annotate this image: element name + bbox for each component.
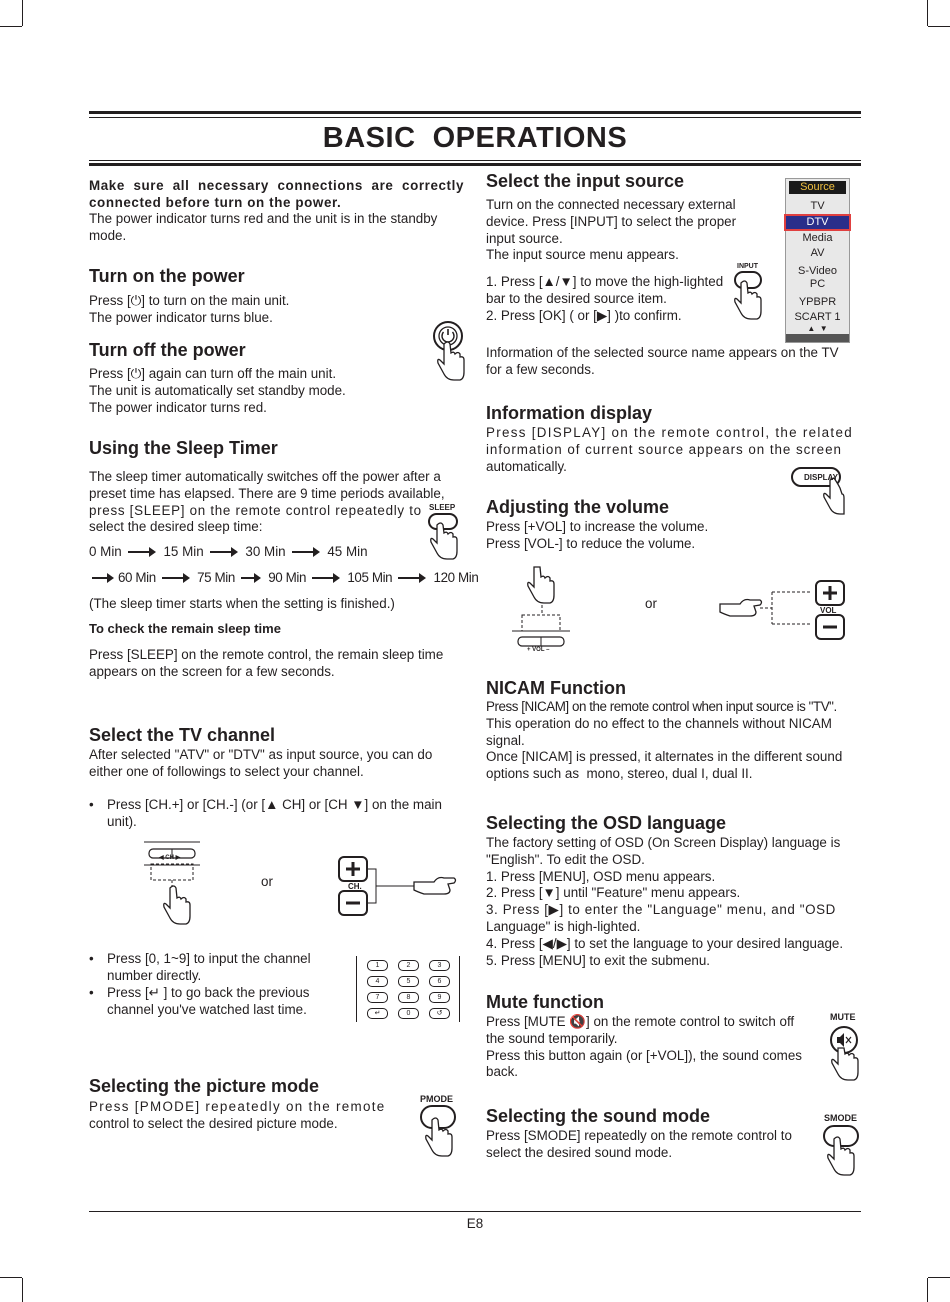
remote-vol-buttons-icon	[718, 580, 850, 644]
crop-mark	[928, 1277, 950, 1278]
nicam-heading: NICAM Function	[486, 678, 626, 698]
input-after	[486, 345, 839, 379]
input-button-icon	[731, 263, 765, 327]
source-menu-item[interactable]: PC	[809, 278, 826, 290]
channel-bullet: • Press [↵ ] to go back the previous channel you've watched last time.	[89, 985, 310, 1017]
source-menu-header: Source	[789, 181, 846, 194]
input-heading: Select the input source	[486, 171, 685, 191]
input-line: input source.	[486, 230, 563, 246]
mute-line: Press this button again (or [+VOL]), the sound comes	[486, 1047, 802, 1063]
sleep-sequence-row-2	[92, 570, 478, 585]
sleep-sequence-row-1	[89, 544, 368, 559]
power-on-line: The power indicator turns blue.	[89, 309, 273, 325]
volume-text	[486, 519, 708, 553]
channel-bullet-line: Press [↵ ] to go back the previous	[107, 985, 310, 1000]
nicam-line: Once [NICAM] is pressed, it alternates in the different sound	[486, 749, 843, 765]
keypad-key[interactable]: ↺	[429, 1008, 450, 1019]
crop-mark	[927, 1278, 928, 1302]
mute-button-label: MUTE	[830, 1012, 856, 1022]
channel-bullet-line: unit).	[107, 813, 137, 829]
keypad-key[interactable]: 4	[367, 976, 388, 987]
or-text: or	[261, 874, 273, 889]
info-line: information of current source appears on the screen	[486, 441, 842, 457]
info-line: Press [DISPLAY] on the remote control, the related	[486, 425, 853, 440]
sleep-option: 60 Min	[118, 570, 156, 585]
sleep-option: 120 Min	[433, 570, 479, 585]
sleep-option: 105 Min	[347, 570, 393, 585]
power-on-text	[89, 293, 289, 327]
or-text: or	[645, 596, 657, 611]
keypad-key[interactable]: 5	[398, 976, 419, 987]
source-menu-item[interactable]: SCART 1	[794, 311, 841, 323]
channel-bullet-line: channel you've watched last time.	[107, 1001, 307, 1017]
crop-mark	[22, 0, 23, 26]
remote-ch-buttons-icon	[338, 856, 458, 920]
sleep-heading: Using the Sleep Timer	[89, 438, 278, 458]
sound-text	[486, 1128, 792, 1162]
channel-bullet-line: number directly.	[107, 967, 202, 983]
source-menu-item-selected[interactable]: DTV	[786, 216, 849, 229]
keypad-key[interactable]: 1	[367, 960, 388, 971]
power-off-text	[89, 366, 346, 416]
sleep-option: 75 Min	[197, 570, 235, 585]
volume-line: Press [VOL-] to reduce the volume.	[486, 535, 696, 551]
intro-bold: Make sure all necessary connections are correctly connected before turn on the power.	[89, 178, 464, 210]
input-step: bar to the desired source item.	[486, 290, 667, 306]
smode-button-label: SMODE	[824, 1113, 858, 1123]
source-menu-arrows[interactable]: ▲ ▼	[807, 324, 828, 333]
power-on-line: Press [⏻] to turn on the main unit.	[89, 293, 290, 308]
sleep-line: press [SLEEP] on the remote control repeatedly to	[89, 502, 422, 518]
nicam-line: Press [NICAM] on the remote control when input source is "TV".	[486, 699, 837, 714]
keypad-key[interactable]: 9	[429, 992, 450, 1003]
osd-line: 1. Press [MENU], OSD menu appears.	[486, 868, 716, 884]
sleep-check-heading: To check the remain sleep time	[89, 621, 281, 636]
display-button-icon	[790, 466, 846, 524]
channel-bullet-line: Press [0, 1~9] to input the channel	[107, 951, 311, 966]
channel-line: After selected "ATV" or "DTV" as input source, you can do	[89, 747, 433, 762]
mute-text	[486, 1014, 802, 1081]
channel-bullet-line: Press [CH.+] or [CH.-] (or [▲ CH] or [CH ▼] on the main	[107, 797, 442, 812]
info-heading: Information display	[486, 403, 653, 423]
source-menu-item[interactable]: S-Video	[798, 265, 837, 277]
osd-line: Language" is high-lighted.	[486, 918, 641, 934]
ch-label: CH.	[348, 882, 362, 891]
power-off-line: Press [⏻] again can turn off the main unit.	[89, 366, 337, 381]
sleep-button-label: SLEEP	[429, 503, 456, 512]
channel-bullet: • Press [CH.+] or [CH.-] (or [▲ CH] or [CH ▼] on the main unit).	[89, 797, 442, 829]
osd-text	[486, 835, 843, 969]
volume-heading: Adjusting the volume	[486, 497, 670, 517]
input-step: 2. Press [OK] ( or [▶] )to confirm.	[486, 307, 682, 323]
pmode-button-label: PMODE	[420, 1094, 454, 1104]
sleep-line: preset time has elapsed. There are 9 time periods available,	[89, 485, 445, 501]
sleep-option: 15 Min	[163, 544, 204, 559]
sound-line: select the desired sound mode.	[486, 1144, 673, 1160]
sleep-note: (The sleep timer starts when the setting is finished.)	[89, 596, 395, 611]
mute-button-icon	[826, 1012, 862, 1088]
header-rule	[89, 160, 861, 161]
smode-button-icon	[822, 1113, 862, 1185]
header-rule	[89, 111, 861, 114]
channel-line: either one of followings to select your channel.	[89, 763, 364, 779]
intro-line: The power indicator turns red and the unit is in the standby	[89, 211, 438, 226]
osd-line: 4. Press [◀/▶] to set the language to your desired language.	[486, 935, 844, 951]
picture-line: Press [PMODE] repeatedly on the remote	[89, 1099, 386, 1114]
picture-heading: Selecting the picture mode	[89, 1076, 320, 1096]
sleep-line: select the desired sleep time:	[89, 519, 263, 535]
osd-line: "English". To edit the OSD.	[486, 851, 645, 867]
nicam-line: signal.	[486, 732, 525, 748]
crop-mark	[0, 26, 22, 27]
picture-text	[89, 1099, 386, 1133]
crop-mark	[928, 26, 950, 27]
mute-line: the sound temporarily.	[486, 1030, 618, 1046]
sleep-button-icon	[425, 503, 465, 565]
unit-vol-label: + VOL –	[527, 647, 550, 653]
sleep-option: 45 Min	[327, 544, 368, 559]
input-steps	[486, 274, 723, 324]
keypad-key[interactable]: 8	[398, 992, 419, 1003]
input-after-line: for a few seconds.	[486, 361, 595, 377]
page-number: E8	[466, 1216, 484, 1231]
display-button-label: DISPLAY	[804, 473, 838, 482]
power-on-heading: Turn on the power	[89, 266, 245, 286]
sleep-line: The sleep timer automatically switches off the power after a	[89, 469, 441, 484]
vol-label: VOL	[820, 606, 837, 615]
crop-mark	[22, 1278, 23, 1302]
input-line: Turn on the connected necessary external	[486, 197, 736, 212]
source-menu-item[interactable]: YPBPR	[798, 296, 837, 308]
source-menu-item[interactable]: AV	[810, 247, 825, 259]
input-button-label: INPUT	[737, 263, 758, 270]
intro-line: mode.	[89, 227, 127, 243]
footer-rule	[89, 1211, 861, 1212]
osd-heading: Selecting the OSD language	[486, 813, 727, 833]
header-rule	[89, 117, 861, 118]
page-title: BASIC OPERATIONS	[322, 122, 628, 154]
channel-heading: Select the TV channel	[89, 725, 276, 745]
sleep-option: 90 Min	[268, 570, 307, 585]
input-line: The input source menu appears.	[486, 247, 679, 263]
unit-ch-button-icon	[140, 838, 204, 934]
input-step: 1. Press [▲/▼] to move the high-lighted	[486, 274, 724, 289]
keypad-key[interactable]: 6	[429, 976, 450, 987]
info-line: automatically.	[486, 458, 567, 474]
power-off-line: The unit is automatically set standby mode.	[89, 382, 346, 398]
keypad-key[interactable]: 2	[398, 960, 419, 971]
sleep-option: 0 Min	[89, 544, 122, 559]
number-keypad	[356, 956, 460, 1022]
channel-bullet: • Press [0, 1~9] to input the channel number directly.	[89, 951, 311, 983]
keypad-key[interactable]: ↵	[367, 1008, 388, 1019]
header-rule	[89, 163, 861, 166]
intro-text	[89, 211, 464, 245]
nicam-line: This operation do no effect to the channels without NICAM	[486, 715, 832, 731]
keypad-key[interactable]: 0	[398, 1008, 419, 1019]
sound-line: Press [SMODE] repeatedly on the remote control to	[486, 1128, 792, 1143]
source-menu	[785, 178, 850, 343]
picture-line: control to select the desired picture mode.	[89, 1115, 338, 1131]
nicam-line: options such as mono, stereo, dual I, dual II.	[486, 766, 753, 782]
power-button-icon	[430, 320, 470, 384]
sleep-check-line: appears on the screen for a few seconds.	[89, 663, 335, 679]
volume-line: Press [+VOL] to increase the volume.	[486, 519, 709, 534]
keypad-key[interactable]: 3	[429, 960, 450, 971]
unit-ch-label: ◀ CH ▶	[159, 855, 181, 861]
input-after-line: Information of the selected source name appears on the TV	[486, 345, 839, 360]
osd-line: 2. Press [▼] until "Feature" menu appears.	[486, 885, 741, 901]
mute-heading: Mute function	[486, 992, 604, 1012]
crop-mark	[927, 0, 928, 26]
sleep-check-text	[89, 647, 443, 681]
keypad-key[interactable]: 7	[367, 992, 388, 1003]
source-menu-item[interactable]: Media	[802, 232, 833, 244]
crop-mark	[0, 1277, 22, 1278]
input-line: device. Press [INPUT] to select the proper	[486, 213, 737, 229]
mute-line: Press [MUTE 🔇] on the remote control to switch off	[486, 1014, 795, 1029]
sleep-text	[89, 469, 464, 536]
pmode-button-icon	[418, 1094, 460, 1164]
sleep-check-line: Press [SLEEP] on the remote control, the remain sleep time	[89, 647, 444, 662]
channel-text	[89, 747, 432, 781]
source-menu-item[interactable]: TV	[810, 200, 825, 212]
osd-line: 3. Press [▶] to enter the "Language" menu, and "OSD	[486, 902, 836, 918]
mute-line: back.	[486, 1064, 519, 1080]
sound-heading: Selecting the sound mode	[486, 1106, 711, 1126]
osd-line: The factory setting of OSD (On Screen Display) language is	[486, 835, 841, 850]
osd-line: 5. Press [MENU] to exit the submenu.	[486, 952, 711, 968]
power-off-heading: Turn off the power	[89, 340, 246, 360]
nicam-text	[486, 699, 842, 783]
input-text	[486, 197, 736, 264]
sleep-option: 30 Min	[245, 544, 286, 559]
power-off-line: The power indicator turns red.	[89, 399, 267, 415]
unit-vol-button-icon	[508, 565, 574, 657]
